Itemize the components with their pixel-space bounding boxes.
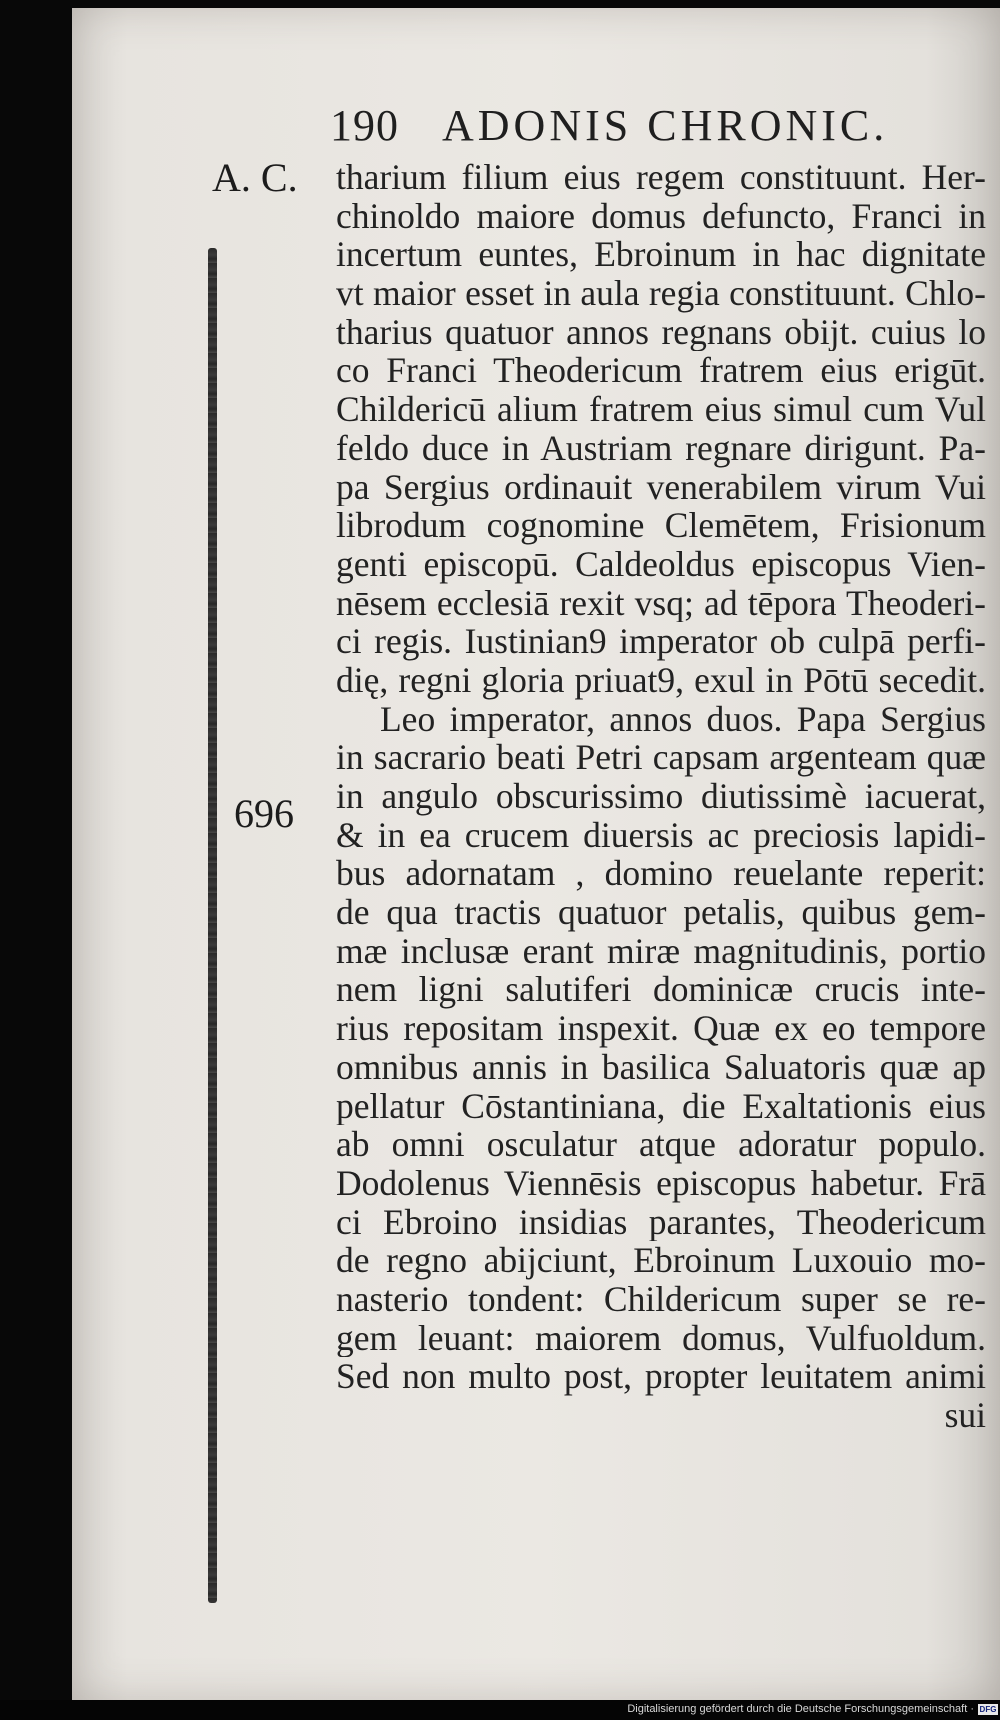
- text-line: bus adornatam , domino reuelante reperit:: [336, 854, 986, 894]
- margin-rule: [208, 248, 217, 1603]
- text-line: sui: [944, 1396, 986, 1435]
- text-line: pa Sergius ordinauit venerabilem virum Vui: [336, 467, 986, 507]
- text-line: gem leuant: maiorem domus, Vulfuoldum.: [336, 1318, 986, 1358]
- text-line: de regno abijciunt, Ebroinum Luxouio mo-: [336, 1241, 986, 1280]
- text-line: librodum cognomine Clemētem, Frisionum: [336, 506, 986, 545]
- text-line: ci regis. Iustinian9 imperator ob culpā perfi-: [336, 622, 986, 661]
- text-line: Sed non multo post, propter leuitatem animi: [336, 1357, 986, 1396]
- margin-ac-label: A. C.: [212, 155, 298, 200]
- text-line: chinoldo maiore domus defuncto, Franci in: [336, 196, 986, 236]
- text-line: co Franci Theodericum fratrem eius erigūt.: [336, 351, 986, 391]
- text-line: nasterio tondent: Childericum super se re-: [336, 1279, 986, 1319]
- text-line: omnibus annis in basilica Saluatoris quæ ap: [336, 1047, 986, 1087]
- footer-bar: [0, 1700, 1000, 1720]
- text-line: in angulo obscurissimo diutissimè iacuerat,: [336, 777, 986, 816]
- page-number: 190: [330, 101, 399, 150]
- footer-credit: Digitalisierung gefördert durch die Deutsche Forschungsgemeinschaft ·: [627, 1703, 974, 1715]
- text-line: mæ inclusæ erant miræ magnitudinis, portio: [336, 931, 986, 971]
- text-line: incertum euntes, Ebroinum in hac dignitate: [336, 235, 986, 275]
- body-text: [336, 158, 986, 1435]
- text-line: rius repositam inspexit. Quæ ex eo tempore: [336, 1009, 986, 1048]
- page-header: [330, 96, 990, 152]
- text-line: Dodolenus Viennēsis episcopus habetur. Frā: [336, 1163, 986, 1203]
- text-line: Leo imperator, annos duos. Papa Sergius: [380, 699, 986, 739]
- text-line: nēsem ecclesiā rexit vsq; ad tēpora Theoderi-: [336, 583, 986, 623]
- text-line: nem ligni salutiferi dominicæ crucis inte-: [336, 970, 986, 1010]
- margin-year-label: 696: [234, 791, 294, 836]
- text-line: feldo duce in Austriam regnare dirigunt. Pa-: [336, 428, 986, 468]
- text-line: dię, regni gloria priuat9, exul in Pōtū secedit.: [336, 660, 986, 700]
- text-line: tharius quatuor annos regnans obijt. cuius lo: [336, 312, 986, 352]
- text-line: de qua tractis quatuor petalis, quibus gem-: [336, 893, 986, 932]
- book-page: [72, 8, 1000, 1700]
- running-title: ADONIS CHRONIC.: [442, 101, 889, 150]
- text-line: in sacrario beati Petri capsam argenteam quæ: [336, 738, 986, 777]
- text-line: vt maior esset in aula regia constituunt. Chlo-: [336, 274, 986, 313]
- text-line: tharium filium eius regem constituunt. Her-: [336, 158, 986, 197]
- dfg-logo: DFG: [979, 1705, 997, 1714]
- text-line: & in ea crucem diuersis ac preciosis lapidi-: [336, 815, 986, 855]
- text-line: ci Ebroino insidias parantes, Theodericum: [336, 1202, 986, 1242]
- text-line: pellatur Cōstantiniana, die Exaltationis eius: [336, 1086, 986, 1126]
- text-line: Childericū alium fratrem eius simul cum Vul: [336, 390, 986, 429]
- text-line: ab omni osculatur atque adoratur populo.: [336, 1125, 986, 1164]
- text-line: genti episcopū. Caldeoldus episcopus Vien-: [336, 544, 986, 584]
